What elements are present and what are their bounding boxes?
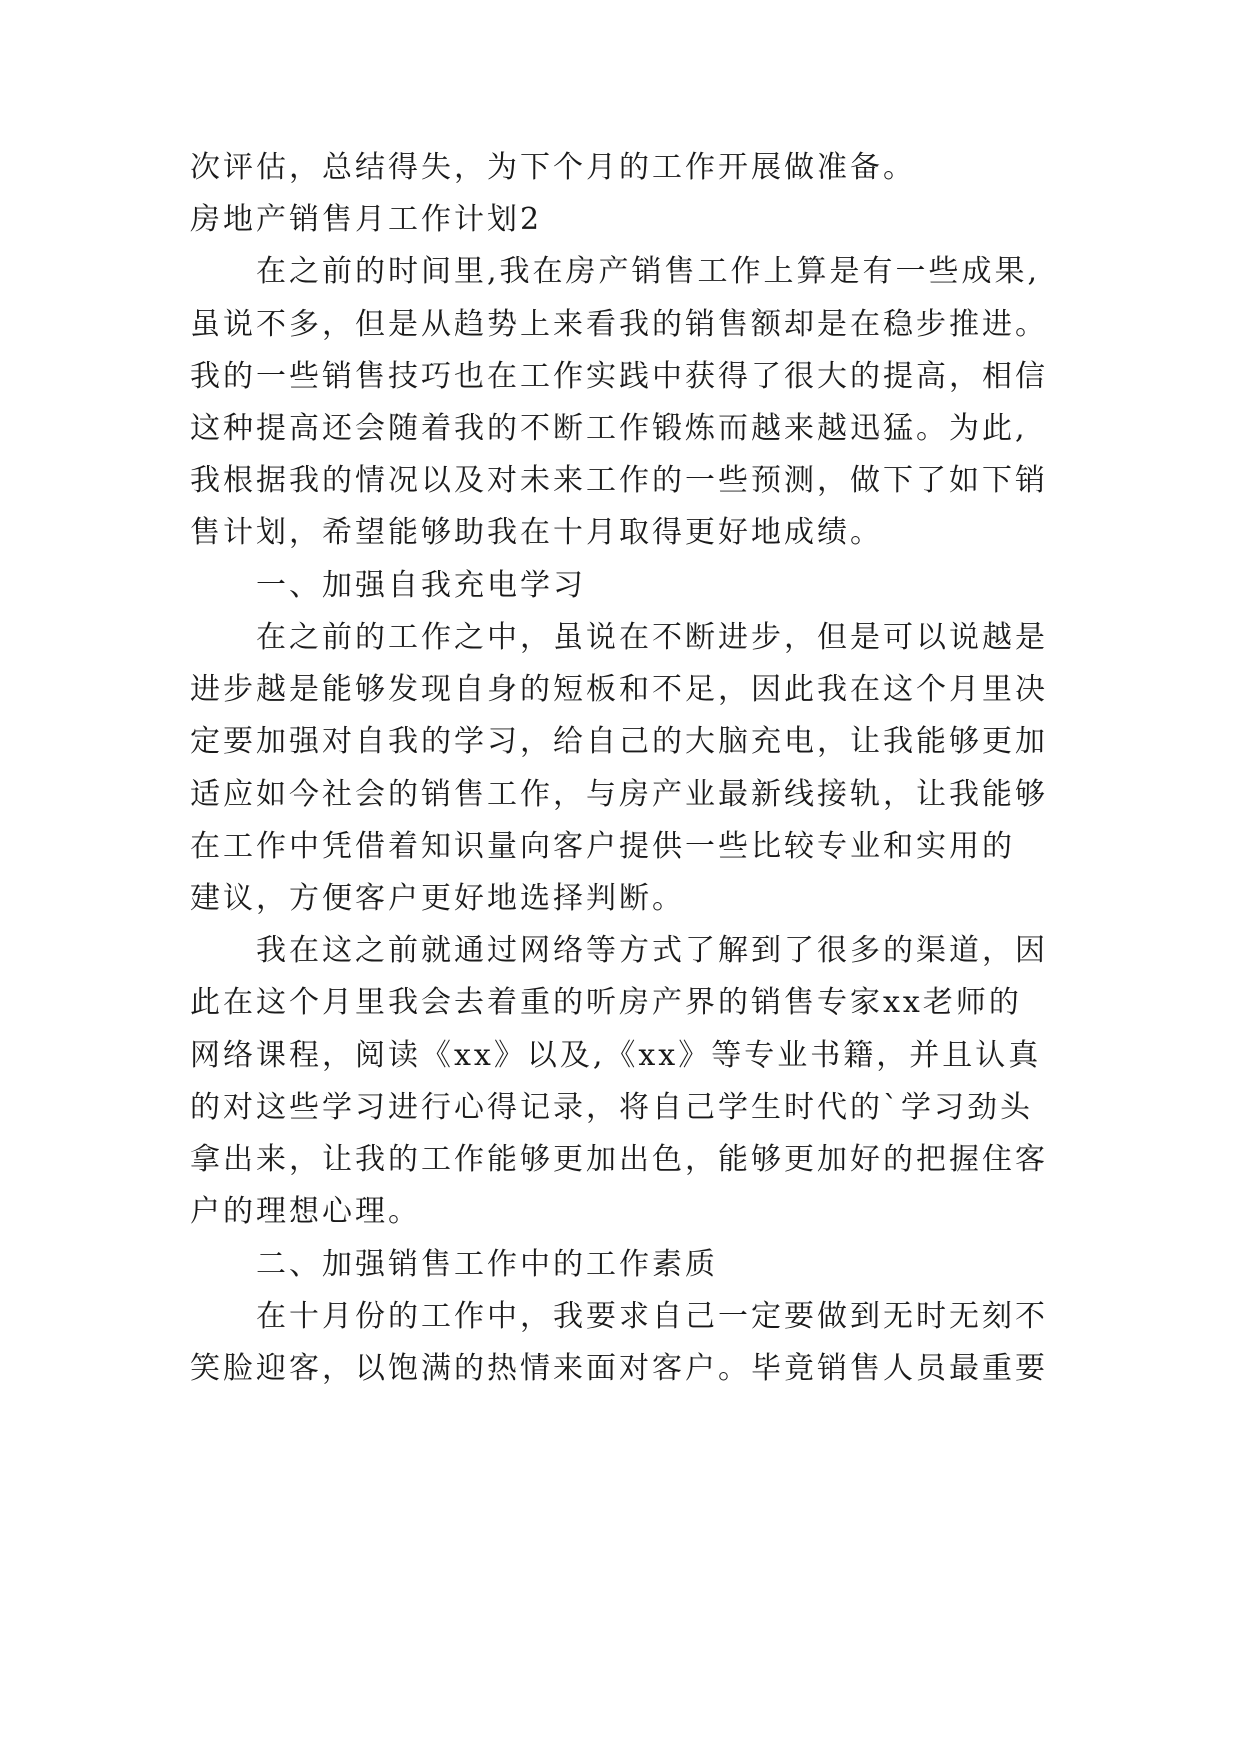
paragraph-line: 虽说不多，但是从趋势上来看我的销售额却是在稳步推进。 (190, 307, 1048, 342)
paragraph-line: 在十月份的工作中，我要求自己一定要做到无时无刻不 (256, 1299, 1048, 1334)
paragraph-line: 此在这个月里我会去着重的听房产界的销售专家xx老师的 (190, 985, 1022, 1020)
paragraph-line: 网络课程，阅读《xx》以及,《xx》等专业书籍，并且认真 (190, 1038, 1042, 1073)
paragraph-line: 我根据我的情况以及对未来工作的一些预测，做下了如下销 (190, 463, 1048, 498)
paragraph-line: 售计划，希望能够助我在十月取得更好地成绩。 (190, 515, 883, 550)
paragraph-line: 在工作中凭借着知识量向客户提供一些比较专业和实用的 (190, 829, 1015, 864)
section-title: 房地产销售月工作计划2 (190, 202, 543, 237)
paragraph-line: 我在这之前就通过网络等方式了解到了很多的渠道，因 (256, 933, 1048, 968)
paragraph-line: 建议，方便客户更好地选择判断。 (190, 881, 685, 916)
paragraph-line: 这种提高还会随着我的不断工作锻炼而越来越迅猛。为此, (190, 411, 1028, 446)
subheading: 一、加强自我充电学习 (256, 568, 586, 603)
paragraph-line: 适应如今社会的销售工作，与房产业最新线接轨，让我能够 (190, 777, 1048, 812)
subheading: 二、加强销售工作中的工作素质 (256, 1247, 718, 1282)
paragraph-line: 定要加强对自我的学习，给自己的大脑充电，让我能够更加 (190, 724, 1048, 759)
text-line: 次评估，总结得失，为下个月的工作开展做准备。 (190, 150, 916, 185)
paragraph-line: 在之前的工作之中，虽说在不断进步，但是可以说越是 (256, 620, 1048, 655)
paragraph-line: 拿出来，让我的工作能够更加出色，能够更加好的把握住客 (190, 1142, 1048, 1177)
paragraph-line: 户的理想心理。 (190, 1194, 421, 1229)
paragraph-line: 在之前的时间里,我在房产销售工作上算是有一些成果, (256, 254, 1041, 289)
paragraph-line: 的对这些学习进行心得记录，将自己学生时代的`学习劲头 (190, 1090, 1033, 1125)
paragraph-line: 进步越是能够发现自身的短板和不足，因此我在这个月里决 (190, 672, 1048, 707)
paragraph-line: 我的一些销售技巧也在工作实践中获得了很大的提高，相信 (190, 359, 1048, 394)
paragraph-line: 笑脸迎客，以饱满的热情来面对客户。毕竟销售人员最重要 (190, 1351, 1048, 1386)
